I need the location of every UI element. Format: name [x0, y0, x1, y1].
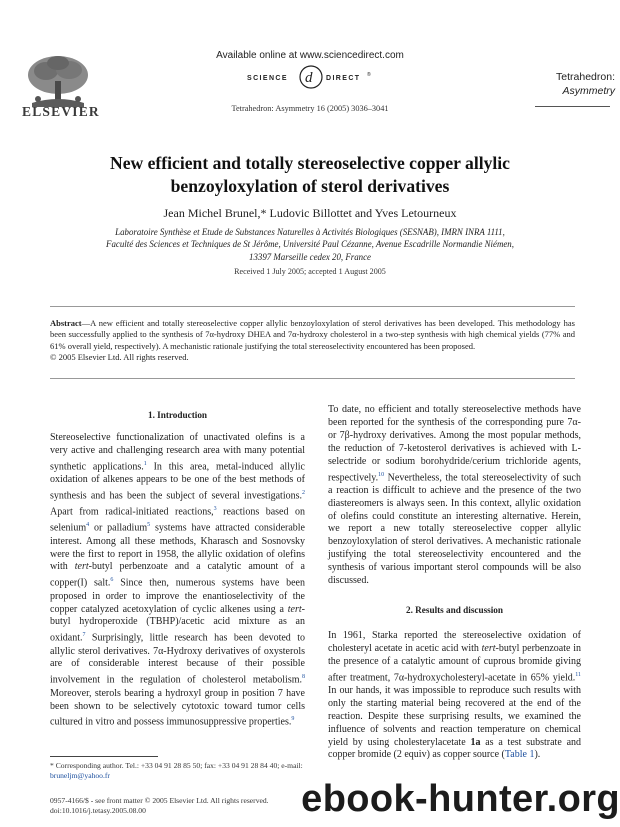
- ref-10-link[interactable]: 10: [378, 471, 385, 478]
- affiliation-line3: 13397 Marseille cedex 20, France: [249, 251, 371, 262]
- introduction-continued: [328, 404, 581, 588]
- ref-1-link[interactable]: 1: [143, 460, 147, 467]
- front-matter-line: 0957-4166/$ - see front matter © 2005 Elsevier Ltd. All rights reserved.: [50, 796, 269, 805]
- results-paragraph: In 1961, Starka reported the stereoselective oxidation of cholesteryl acetate in acetic acid with tert-butyl perbenzoate in the presence of a catalytic amount of cuprous bromide giving after treatment, 7α-hydroxycholesteryl-acetate in 65% yield.$^{11}$ In our hands, it was impossible to reproduce such results with only the starting material being recovered at the end of the reaction. Despite these surprising results, we examined the influence of solvents and reaction temperature on chemical yield by using cholesterylacetate 1a as a test substrate and copper bromide (2 equiv) as copper source (Table 1).: [328, 630, 582, 761]
- ref-9-link[interactable]: 9: [291, 716, 295, 723]
- sd-logo-left: SCIENCE: [247, 75, 288, 82]
- abstract-bottom-rule: [50, 378, 575, 379]
- corresponding-author-footnote: * Corresponding author. Tel.: +33 04 91 28 85 50; fax: +33 04 91 28 84 40; e-mail: bruneljm@yahoo.fr: [50, 761, 303, 780]
- ref-8-link[interactable]: 8: [302, 674, 305, 681]
- journal-name: [505, 70, 615, 98]
- introduction-body: [50, 432, 305, 730]
- ref-6-link[interactable]: 6: [110, 577, 114, 584]
- sd-logo-registered: ®: [367, 72, 371, 78]
- introduction-continued-paragraph: To date, no efficient and totally stereoselective methods have been reported for the synthesis of the corresponding pure 7α- or 7β-hydroxy derivatives. Among the most popular methods, the reduction of 7-ketosterol derivatives is achieved with L-selectride or sodium borohydride/cerium trichloride agents, respectively.$^{10}$ Nevertheless, the total stereoselectivity of such a reaction is difficult to achieve and the presence of the two diastereomers is always seen. In this context, allylic oxidation of olefins could constitute an interesting alternative. Herein, we report a new totally stereoselective copper allylic benzoyloxylation of sterol derivatives. A mechanistic rationale justifying the total stereoselectivity encountered and the synthesis of various important sterol compounds will be also discussed.: [328, 404, 581, 587]
- introduction-paragraph: Stereoselective functionalization of unactivated olefins is a very active and challenging research area with many potential synthetic applications.$^1$ In this area, metal-induced allylic oxidation of alkenes appears to be one of the best methods of synthesis and has been the subject of several investigations.$^2$ Apart from radical-initiated reactions,$^3$ reactions based on selenium$^4$ or palladium$^5$ systems have attracted considerable interest. Among all these methods, Kharasch and Sosnovsky were the first to report in 1958, the allylic oxidation of olefins with tert-butyl perbenzoate and a catalytic amount of a copper(I) salt.$^6$ Since then, numerous systems have been proposed in order to improve the enantioselectivity of the copper catalyzed acetoxylation of cyclic alkenes using a tert-butyl hydroperoxide (TBHP)/acetic acid mixture as an oxidant.$^7$ Surprisingly, little research has been devoted to allylic sterol derivatives. 7α-Hydroxy derivatives of oxysterols are of considerable interest because of their possible involvement in the regulation of cholesterol metabolism.$^8$ Moreover, sterols bearing a hydroxyl group in position 7 have been shown to be selectively cytotoxic toward tumor cells cultured in vitro and possess immunosuppressive properties.$^9$: [50, 432, 305, 728]
- copyright: © 2005 Elsevier Ltd. All rights reserved.: [50, 351, 189, 362]
- ref-2-link[interactable]: 2: [302, 489, 305, 496]
- journal-name-line2: Asymmetry: [562, 85, 615, 97]
- title-line1: New efficient and totally stereoselective copper allylic: [110, 153, 510, 173]
- journal-divider: [535, 106, 610, 107]
- footnote-rule: [50, 756, 158, 757]
- sd-logo-right: DIRECT: [326, 75, 361, 82]
- results-body: [328, 630, 581, 762]
- publisher-name: ELSEVIER: [22, 104, 100, 119]
- ref-4-link[interactable]: 4: [86, 522, 90, 529]
- abstract-text: —A new efficient and totally stereoselective copper allylic benzoyloxylation of sterol derivatives has been developed. This methodology has been successfully applied to the synthesis of 7α-hydroxy DHEA and 7α-hydroxy cholesterol in a two-step synthesis with high chemical yields (77% and 61% overall yield, respectively). A mechanistic rationale justifying the total stereoselectivity encountered has been proposed.: [50, 318, 575, 351]
- svg-text:d: d: [305, 70, 313, 86]
- journal-reference: Tetrahedron: Asymmetry 16 (2005) 3036–3041: [231, 104, 389, 113]
- section-heading-introduction: 1. Introduction: [147, 410, 208, 420]
- article-title: [60, 152, 560, 198]
- abstract-label: Abstract: [50, 318, 82, 328]
- sciencedirect-logo-icon: [244, 64, 376, 90]
- abstract-top-rule: [50, 306, 575, 307]
- author-list: Jean Michel Brunel,* Ludovic Billottet and Yves Letourneux: [163, 206, 457, 220]
- affiliation: [40, 226, 580, 263]
- doi-line: doi:10.1016/j.tetasy.2005.08.00: [50, 806, 146, 815]
- ref-7-link[interactable]: 7: [82, 632, 86, 639]
- affiliation-line2: Faculté des Sciences et Techniques de St Jérôme, Université Paul Cézanne, Avenue Escadrille Normandie Niémen,: [106, 239, 514, 250]
- received-dates: Received 1 July 2005; accepted 1 August 2005: [234, 267, 386, 276]
- ref-5-link[interactable]: 5: [147, 522, 151, 529]
- watermark-text: ebook-hunter.org: [301, 778, 620, 820]
- abstract: [50, 318, 575, 363]
- title-line2: benzoyloxylation of sterol derivatives: [170, 176, 450, 196]
- affiliation-line1: Laboratoire Synthèse et Etude de Substances Naturelles à Activités Biologiques (SESNAB), IMRN INRA 1111,: [115, 227, 505, 237]
- author-email-link[interactable]: bruneljm@yahoo.fr: [50, 771, 110, 780]
- ref-11-link[interactable]: 11: [575, 671, 581, 678]
- available-online-link[interactable]: Available online at www.sciencedirect.com: [216, 50, 404, 61]
- section-heading-results: 2. Results and discussion: [405, 605, 503, 615]
- ref-3-link[interactable]: 3: [213, 506, 217, 513]
- table-1-link[interactable]: Table 1: [504, 749, 535, 761]
- journal-name-line1: Tetrahedron:: [556, 71, 615, 83]
